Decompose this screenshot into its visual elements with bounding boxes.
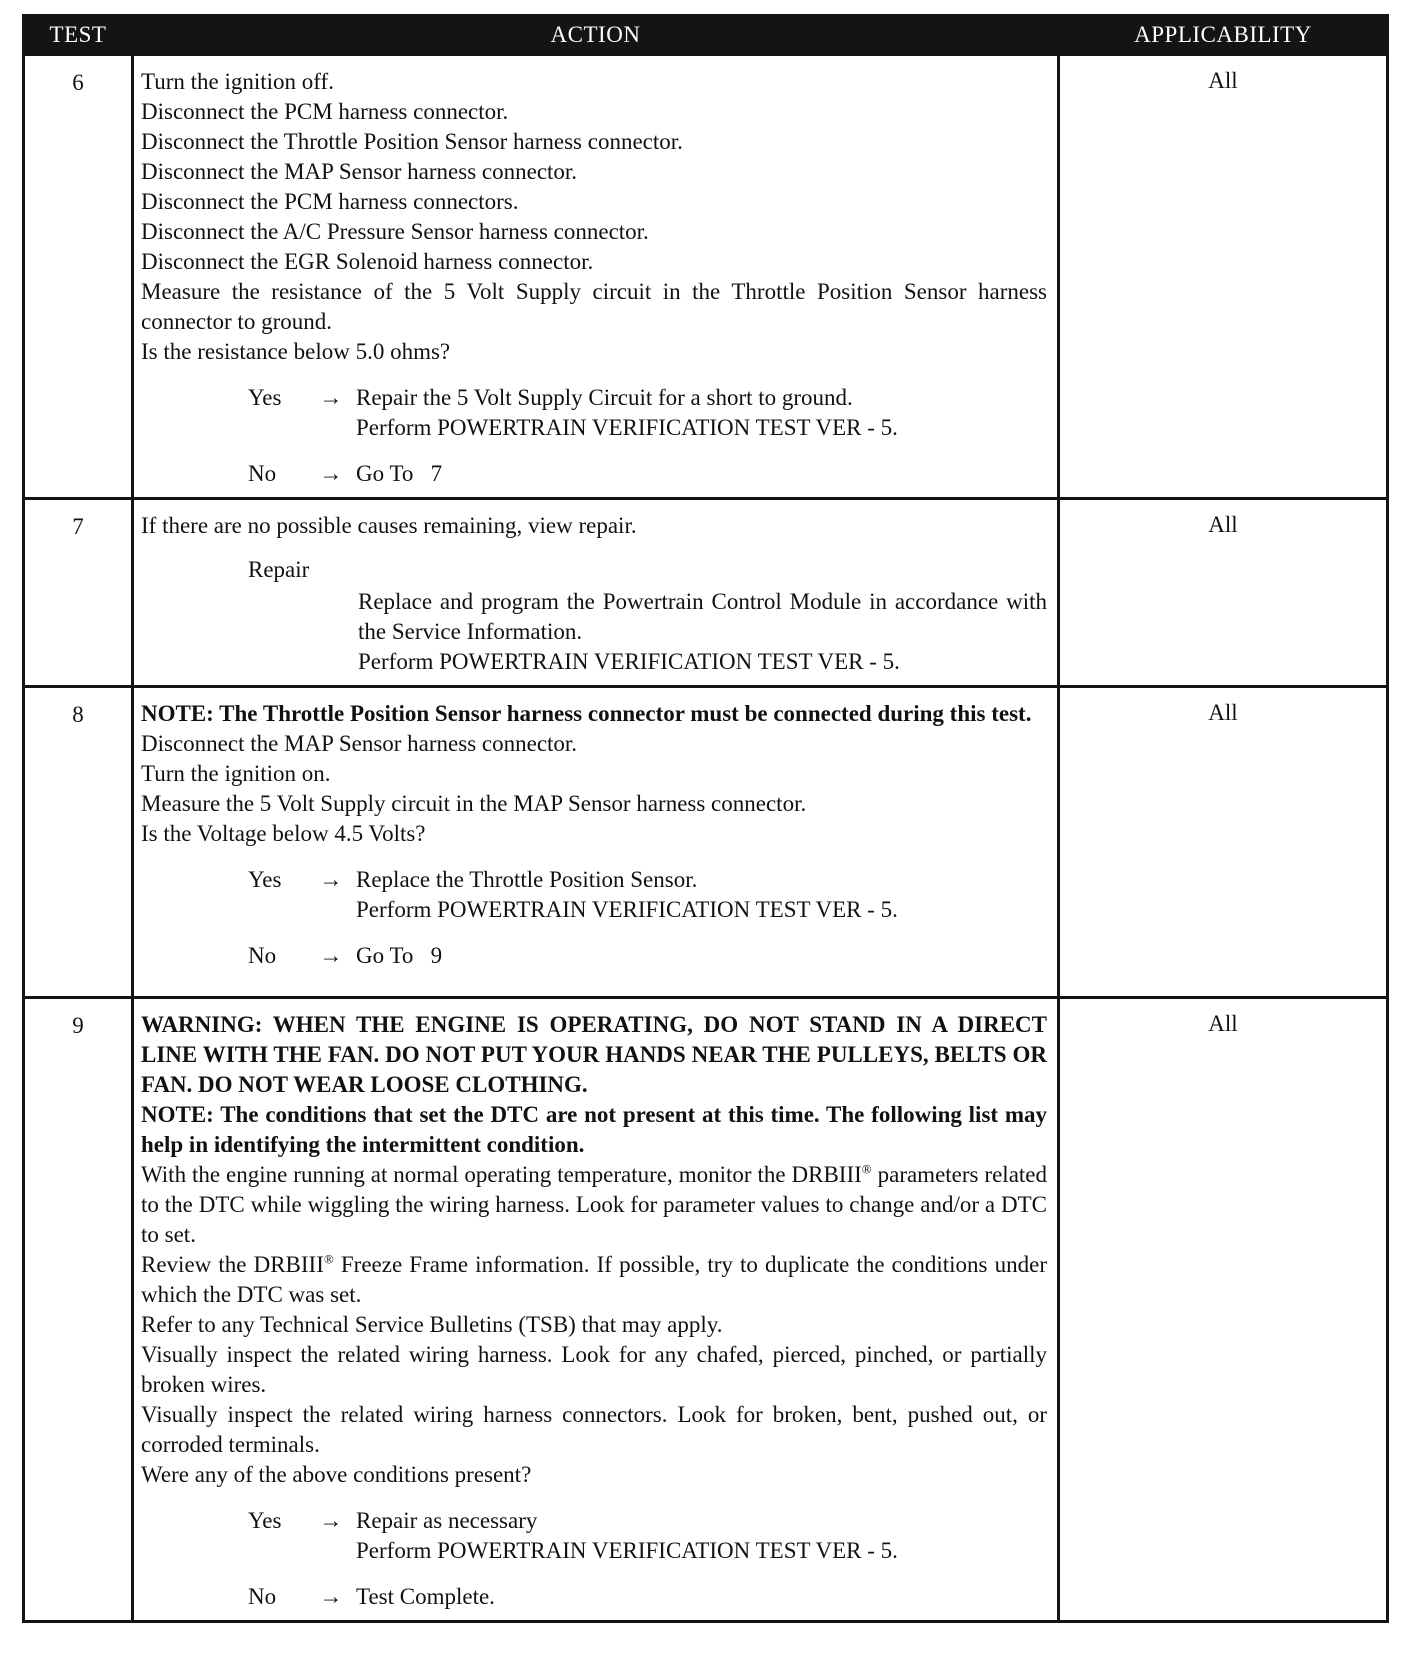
yes-label: Yes xyxy=(248,867,282,892)
step: Measure the 5 Volt Supply circuit in the MAP Sensor harness connector. xyxy=(141,791,807,816)
step-text: With the engine running at normal operating temperature, monitor the DRBIII xyxy=(141,1162,862,1187)
repair-label: Repair xyxy=(248,557,310,582)
table-row-test-9 xyxy=(24,998,1388,1622)
no-action: Test Complete. xyxy=(356,1584,495,1609)
diagnostic-test-table-page xyxy=(22,14,1386,1623)
no-branch xyxy=(248,1582,1047,1612)
step xyxy=(141,1160,1047,1250)
step: Turn the ignition on. xyxy=(141,761,331,786)
note: NOTE: The conditions that set the DTC are not present at this time. The following list may help in identifying the intermittent condition. xyxy=(141,1102,1047,1157)
table-row-test-6 xyxy=(24,55,1388,499)
yes-action-line: Replace the Throttle Position Sensor. xyxy=(356,867,698,892)
repair-body xyxy=(358,587,1047,677)
repair-block xyxy=(248,555,1047,677)
table-row-test-7 xyxy=(24,499,1388,687)
yes-label: Yes xyxy=(248,1508,282,1533)
action-cell xyxy=(133,499,1059,687)
yes-branch xyxy=(248,1506,1047,1566)
arrow-right-icon: → xyxy=(319,943,343,968)
applicability: All xyxy=(1059,499,1388,687)
yes-action xyxy=(356,383,1047,443)
question: Is the Voltage below 4.5 Volts? xyxy=(141,821,426,846)
step: Visually inspect the related wiring harness. Look for any chafed, pierced, pinched, or partially broken wires. xyxy=(141,1342,1047,1397)
test-number: 8 xyxy=(24,687,133,998)
yes-action xyxy=(356,865,1047,925)
step: Turn the ignition off. xyxy=(141,69,334,94)
step: Disconnect the MAP Sensor harness connector. xyxy=(141,731,578,756)
header-applicability: APPLICABILITY xyxy=(1059,16,1388,55)
no-action: Go To 9 xyxy=(356,943,443,968)
warning: WARNING: WHEN THE ENGINE IS OPERATING, DO NOT STAND IN A DIRECT LINE WITH THE FAN. DO NOT PUT YOUR HANDS NEAR THE PULLEYS, BELTS OR FAN. DO NOT WEAR LOOSE CLOTHING. xyxy=(141,1012,1047,1097)
test-number: 7 xyxy=(24,499,133,687)
yes-action xyxy=(356,1506,1047,1566)
applicability: All xyxy=(1059,998,1388,1622)
step: Disconnect the PCM harness connectors. xyxy=(141,189,519,214)
yes-label: Yes xyxy=(248,385,282,410)
test-number: 6 xyxy=(24,55,133,499)
step xyxy=(141,1250,1047,1310)
step: Disconnect the EGR Solenoid harness connector. xyxy=(141,249,594,274)
yes-action-line: Perform POWERTRAIN VERIFICATION TEST VER - 5. xyxy=(356,1538,898,1563)
arrow-right-icon: → xyxy=(319,385,343,410)
step: Disconnect the PCM harness connector. xyxy=(141,99,509,124)
yes-branch xyxy=(248,865,1047,925)
no-label: No xyxy=(248,461,277,486)
repair-line: Replace and program the Powertrain Control Module in accordance with the Service Information. xyxy=(358,589,1047,644)
repair-line: Perform POWERTRAIN VERIFICATION TEST VER - 5. xyxy=(358,649,900,674)
step: Visually inspect the related wiring harness connectors. Look for broken, bent, pushed out, or corroded terminals. xyxy=(141,1402,1047,1457)
header-action: ACTION xyxy=(133,16,1059,55)
action-cell xyxy=(133,998,1059,1622)
question: Is the resistance below 5.0 ohms? xyxy=(141,339,451,364)
step: If there are no possible causes remaining, view repair. xyxy=(141,513,637,538)
no-label: No xyxy=(248,1584,277,1609)
question: Were any of the above conditions present? xyxy=(141,1462,532,1487)
registered-mark: ® xyxy=(861,1161,872,1177)
step: Measure the resistance of the 5 Volt Supply circuit in the Throttle Position Sensor harness connector to ground. xyxy=(141,279,1047,334)
yes-action-line: Perform POWERTRAIN VERIFICATION TEST VER - 5. xyxy=(356,415,898,440)
no-branch xyxy=(248,941,1047,971)
arrow-right-icon: → xyxy=(319,867,343,892)
step: Disconnect the Throttle Position Sensor harness connector. xyxy=(141,129,683,154)
yes-action-line: Repair the 5 Volt Supply Circuit for a short to ground. xyxy=(356,385,853,410)
no-action: Go To 7 xyxy=(356,461,443,486)
step-text: parameters related to the DTC while wiggling the wiring harness. Look for parameter values to change and/or a DTC to set. xyxy=(141,1162,1047,1247)
header-test: TEST xyxy=(24,16,133,55)
step: Disconnect the MAP Sensor harness connector. xyxy=(141,159,578,184)
step-text: Review the DRBIII xyxy=(141,1252,324,1277)
applicability: All xyxy=(1059,55,1388,499)
registered-mark: ® xyxy=(323,1251,334,1267)
test-number: 9 xyxy=(24,998,133,1622)
step: Refer to any Technical Service Bulletins (TSB) that may apply. xyxy=(141,1312,723,1337)
table-header-row xyxy=(24,16,1388,55)
note: NOTE: The Throttle Position Sensor harness connector must be connected during this test. xyxy=(141,701,1032,726)
step-text: Freeze Frame information. If possible, try to duplicate the conditions under which the DTC was set. xyxy=(141,1252,1047,1307)
yes-action-line: Perform POWERTRAIN VERIFICATION TEST VER - 5. xyxy=(356,897,898,922)
arrow-right-icon: → xyxy=(319,1508,343,1533)
yes-branch xyxy=(248,383,1047,443)
table-row-test-8 xyxy=(24,687,1388,998)
no-label: No xyxy=(248,943,277,968)
arrow-right-icon: → xyxy=(319,461,343,486)
no-branch xyxy=(248,459,1047,489)
arrow-right-icon: → xyxy=(319,1584,343,1609)
step: Disconnect the A/C Pressure Sensor harness connector. xyxy=(141,219,649,244)
diagnostic-test-table xyxy=(22,14,1389,1623)
action-cell xyxy=(133,687,1059,998)
yes-action-line: Repair as necessary xyxy=(356,1508,538,1533)
applicability: All xyxy=(1059,687,1388,998)
action-cell xyxy=(133,55,1059,499)
